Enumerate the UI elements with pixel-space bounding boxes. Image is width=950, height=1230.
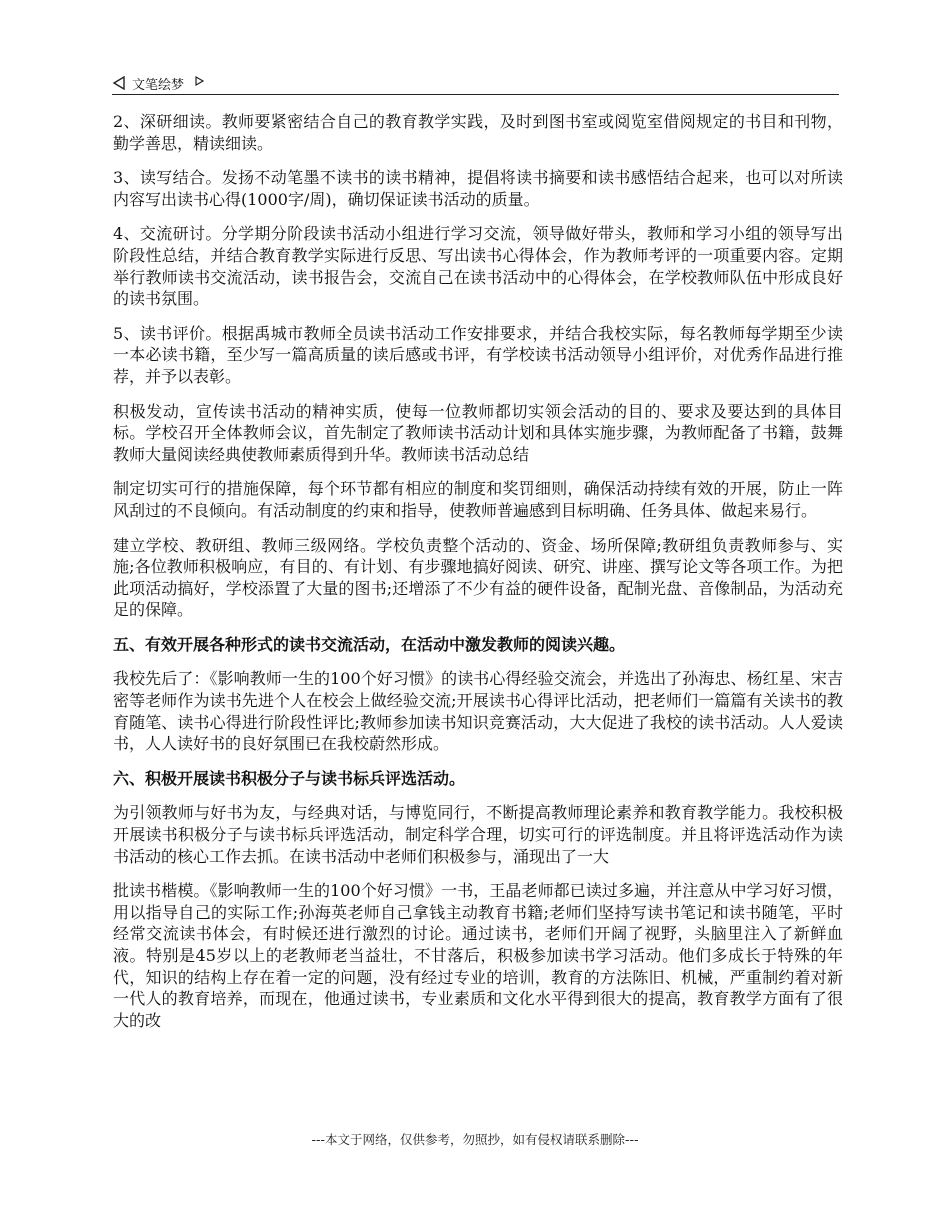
paragraph: 3、读写结合。发扬不动笔墨不读书的读书精神，提倡将读书摘要和读书感悟结合起来，也可以对所读内容写出读书心得(1000字/周)，确切保证读书活动的质量。 [113,168,843,209]
paragraph: 5、读书评价。根据禹城市教师全员读书活动工作安排要求，并结合我校实际，每名教师每学期至少读一本必读书籍，至少写一篇高质量的读后感或书评，有学校读书活动领导小组评价，对优秀作品进行推荐，并予以表彰。 [113,323,843,386]
section-heading: 六、积极开展读书积极分子与读书标兵评选活动。 [113,768,466,788]
paragraph: 建立学校、教研组、教师三级网络。学校负责整个活动的、资金、场所保障;教研组负责教师参与、实施;各位教师积极响应，有目的、有计划、有步骤地搞好阅读、研究、讲座、撰写论文等各项工作。为把此项活动搞好，学校添置了大量的图书;还增添了不少有益的硬件设备，配制光盘、音像制品，为活动充足的保障。 [113,535,843,620]
paragraph: 为引领教师与好书为友，与经典对话，与博览同行，不断提高教师理论素养和教育教学能力。我校积极开展读书积极分子与读书标兵评选活动，制定科学合理，切实可行的评选制度。并且将评选活动作为读书活动的核心工作去抓。在读书活动中老师们积极参与，涌现出了一大 [113,803,843,866]
triangle-left-icon [112,76,126,90]
header-brand: 文笔绘梦 [132,77,185,93]
section-heading: 五、有效开展各种形式的读书交流活动，在活动中激发教师的阅读兴趣。 [113,634,626,654]
paragraph: 制定切实可行的措施保障，每个环节都有相应的制度和奖罚细则，确保活动持续有效的开展，防止一阵风刮过的不良倾向。有活动制度的约束和指导，使教师普遍感到目标明确、任务具体、做起来易行。 [113,479,843,520]
paragraph: 4、交流研讨。分学期分阶段读书活动小组进行学习交流，领导做好带头，教师和学习小组的领导写出阶段性总结，并结合教育教学实际进行反思、写出读书心得体会，作为教师考评的一项重要内容。定期举行教师读书交流活动，读书报告会，交流自己在读书活动中的心得体会，在学校教师队伍中形成良好的读书氛围。 [113,224,843,309]
footer-notice: ---本文于网络，仅供参考，勿照抄，如有侵权请联系删除--- [311,1132,639,1147]
page-header [112,72,839,95]
paragraph: 批读书楷模。《影响教师一生的100个好习惯》一书，王晶老师都已读过多遍，并注意从中学习好习惯，用以指导自己的实际工作;孙海英老师自己拿钱主动教育书籍;老师们坚持写读书笔记和读书随笔，平时经常交流读书体会，有时候还进行激烈的讨论。通过读书，老师们开阔了视野，头脑里注入了新鲜血液。特别是45岁以上的老教师老当益壮，不甘落后，积极参加读书学习活动。他们多成长于特殊的年代，知识的结构上存在着一定的问题，没有经过专业的培训，教育的方法陈旧、机械，严重制约着对新一代人的教育培养，而现在，他通过读书，专业素质和文化水平得到很大的提高，教育教学方面有了很大的改 [113,881,843,1030]
paragraph: 积极发动，宣传读书活动的精神实质，使每一位教师都切实领会活动的目的、要求及要达到的具体目标。学校召开全体教师会议，首先制定了教师读书活动计划和具体实施步骤，为教师配备了书籍，鼓舞教师大量阅读经典使教师素质得到升华。教师读书活动总结 [113,401,843,464]
document-body [113,111,843,1044]
paragraph: 2、深研细读。教师要紧密结合自己的教育教学实践，及时到图书室或阅览室借阅规定的书目和刊物，勤学善思，精读细读。 [113,112,843,153]
triangle-right-icon [194,76,204,86]
paragraph: 我校先后了：《影响教师一生的100个好习惯》的读书心得经验交流会，并选出了孙海忠、杨红星、宋吉密等老师作为读书先进个人在校会上做经验交流;开展读书心得评比活动，把老师们一篇篇有关读书的教育随笔、读书心得进行阶段性评比;教师参加读书知识竞赛活动，大大促进了我校的读书活动。人人爱读书，人人读好书的良好氛围已在我校蔚然形成。 [113,669,843,754]
